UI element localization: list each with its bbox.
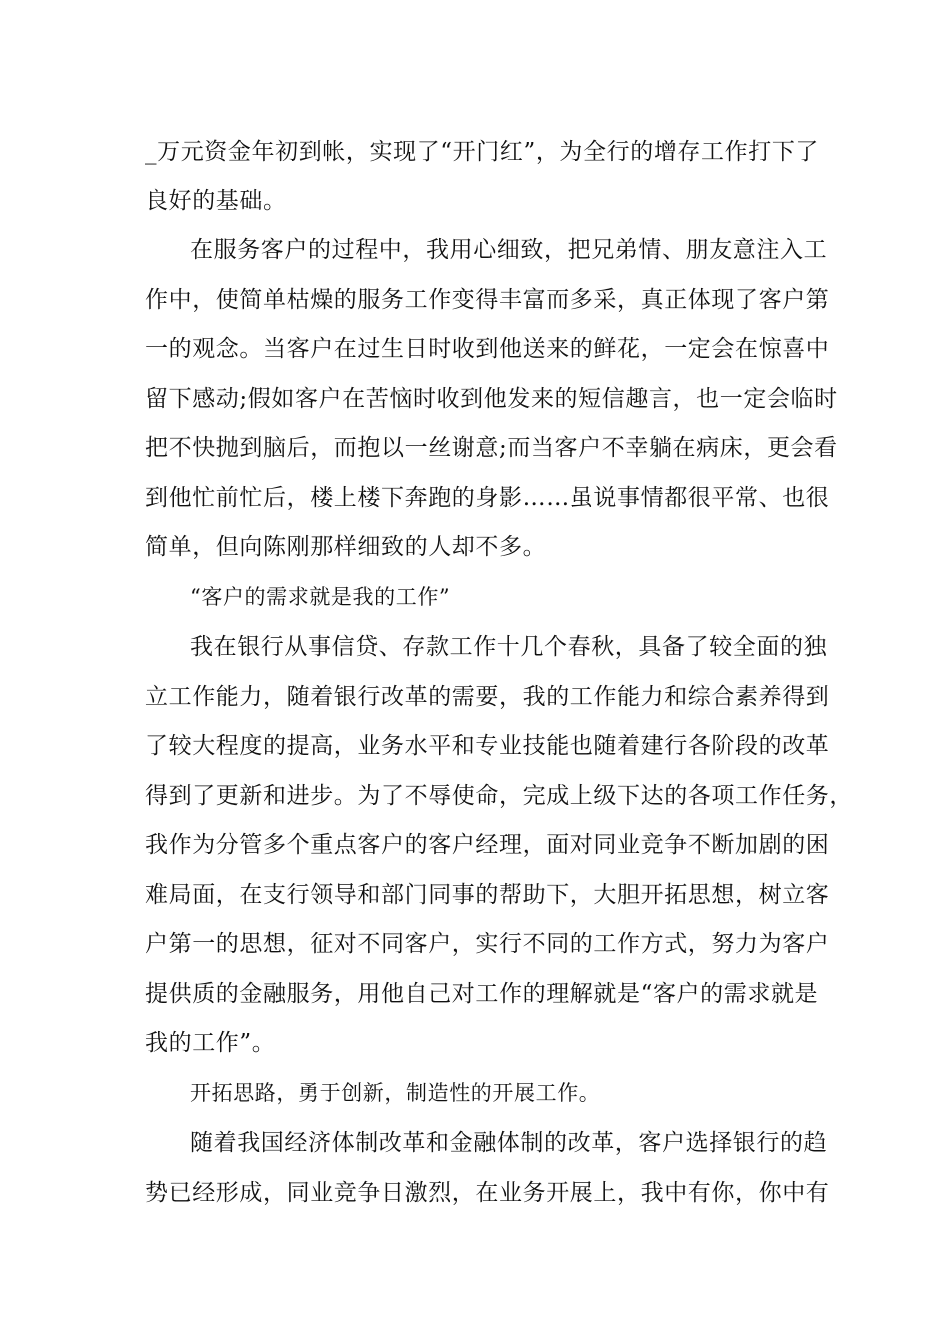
- text-line: 立工作能力，随着银行改革的需要，我的工作能力和综合素养得到: [145, 684, 830, 710]
- text-line: 我在银行从事信贷、存款工作十几个春秋，具备了较全面的独: [190, 634, 828, 660]
- text-line: _万元资金年初到帐，实现了“开门红”，为全行的增存工作打下了: [145, 139, 820, 165]
- text-line: 我作为分管多个重点客户的客户经理，面对同业竞争不断加剧的困: [145, 832, 830, 858]
- text-line: 提供质的金融服务，用他自己对工作的理解就是“客户的需求就是: [145, 981, 819, 1007]
- text-line: 作中，使简单枯燥的服务工作变得丰富而多采，真正体现了客户第: [145, 287, 830, 313]
- text-line: 良好的基础。: [145, 188, 287, 214]
- text-line: 随着我国经济体制改革和金融体制的改革，客户选择银行的趋: [190, 1130, 828, 1156]
- text-line: 在服务客户的过程中，我用心细致，把兄弟情、朋友意注入工: [190, 237, 828, 263]
- text-line: 难局面，在支行领导和部门同事的帮助下，大胆开拓思想，树立客: [145, 882, 830, 908]
- text-line: 一的观念。当客户在过生日时收到他送来的鲜花，一定会在惊喜中: [145, 336, 830, 362]
- section-heading: “客户的需求就是我的工作”: [190, 585, 451, 609]
- text-line: 我的工作”。: [145, 1030, 276, 1056]
- text-line: 留下感动;假如客户在苦恼时收到他发来的短信趣言，也一定会临时: [145, 386, 838, 412]
- text-line: 到他忙前忙后，楼上楼下奔跑的身影……虽说事情都很平常、也很: [145, 485, 830, 511]
- text-line: 得到了更新和进步。为了不辱使命，完成上级下达的各项工作任务，: [145, 783, 853, 809]
- text-line: 户第一的思想，征对不同客户，实行不同的工作方式，努力为客户: [145, 931, 830, 957]
- text-line: 简单，但向陈刚那样细致的人却不多。: [145, 534, 547, 560]
- section-heading: 开拓思路，勇于创新，制造性的开展工作。: [190, 1081, 601, 1105]
- text-line: 把不快抛到脑后，而抱以一丝谢意;而当客户不幸躺在病床，更会看: [145, 435, 838, 461]
- text-line: 势已经形成，同业竞争日激烈，在业务开展上，我中有你，你中有: [145, 1180, 830, 1206]
- text-line: 了较大程度的提高，业务水平和专业技能也随着建行各阶段的改革: [145, 733, 830, 759]
